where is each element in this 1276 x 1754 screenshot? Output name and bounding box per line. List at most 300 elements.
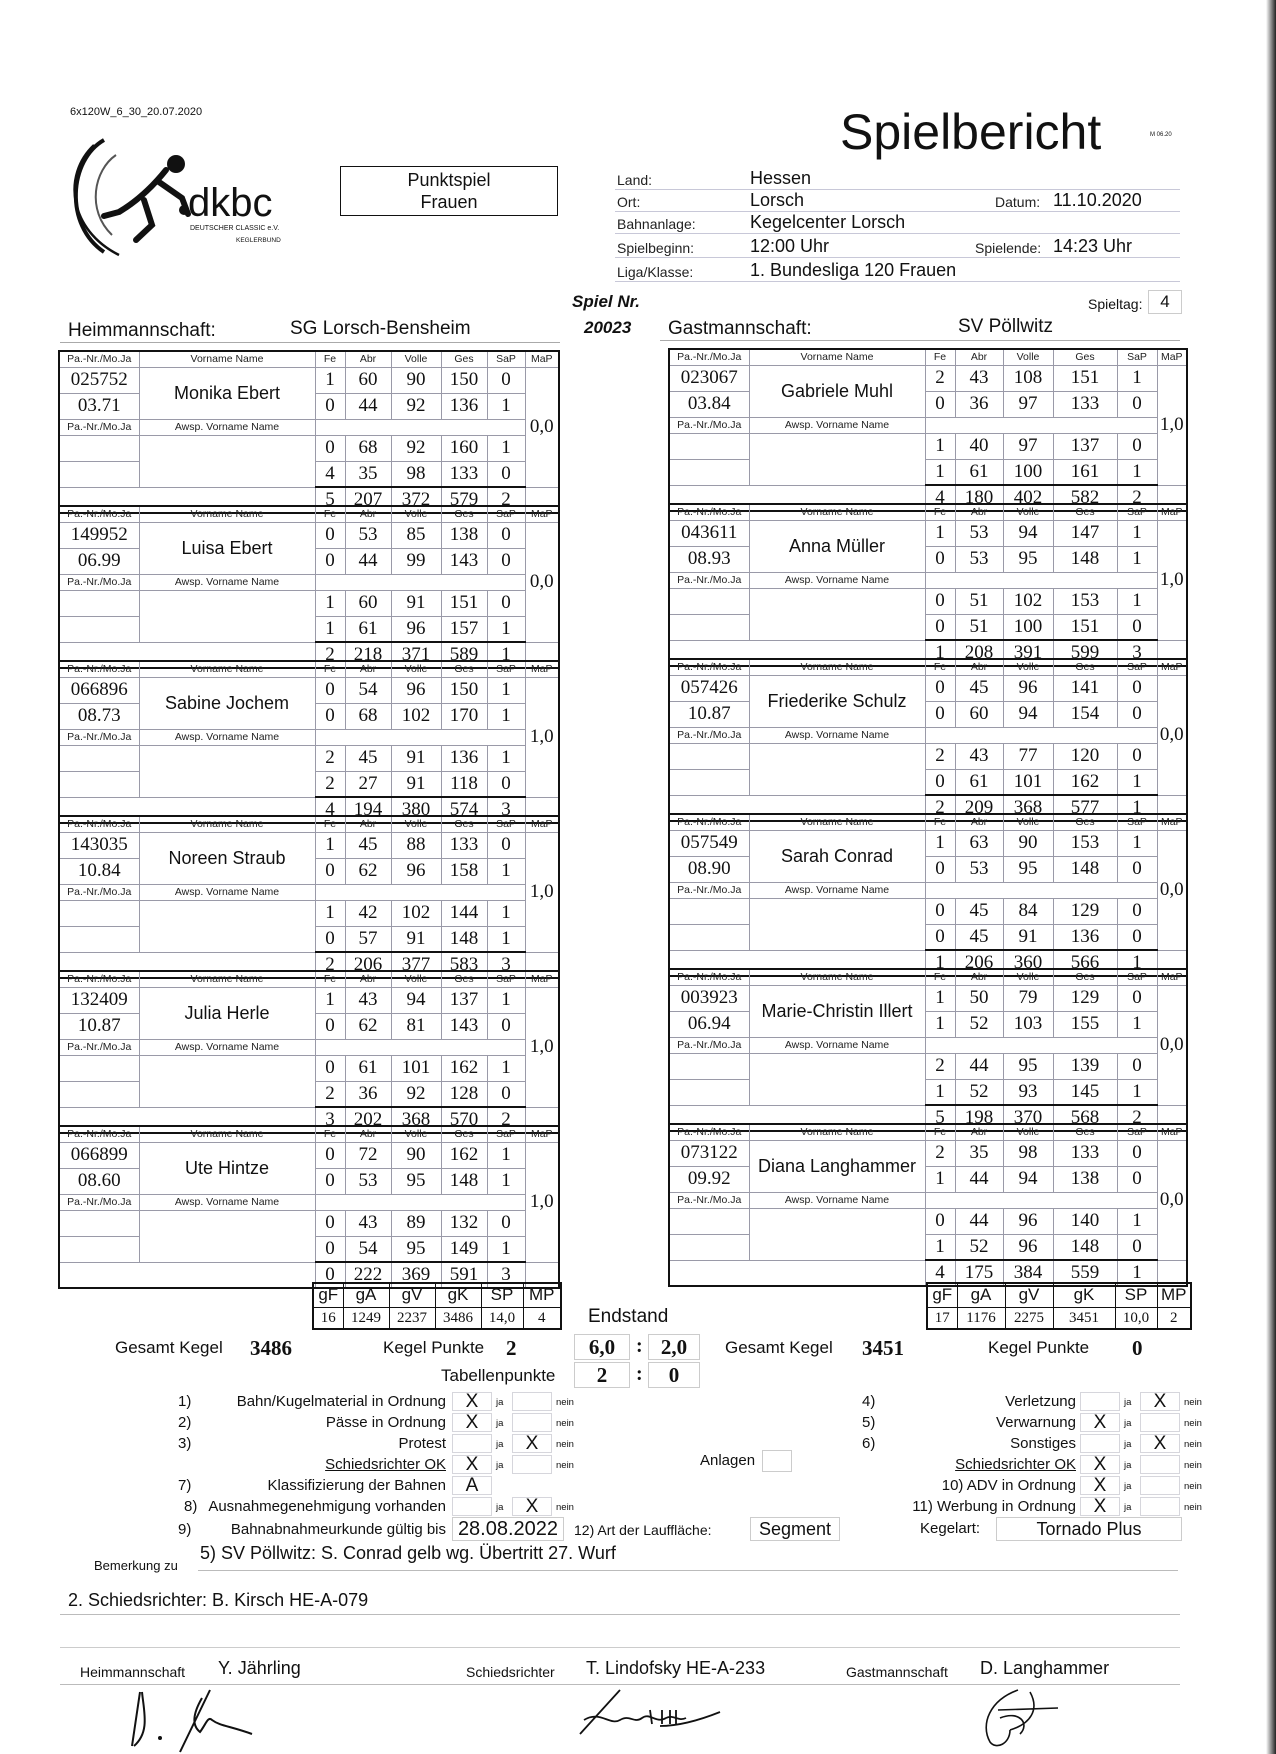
totals-header-gk: gK: [435, 1283, 481, 1307]
home-player-table: [58, 350, 560, 514]
col-header-fe: Fe: [315, 1126, 345, 1142]
bahnabnahme-row: [178, 1520, 468, 1540]
name-header: Vorname Name: [139, 506, 315, 522]
tabellenpunkte-separator: :: [636, 1363, 643, 1385]
score-cell: 0: [925, 675, 955, 701]
endstand-guest: 2,0: [648, 1334, 700, 1360]
info-row-bahnanlage: [615, 212, 1180, 234]
player-name: Julia Herle: [139, 987, 315, 1039]
guest-team-label: Gastmannschaft:: [668, 318, 812, 339]
sub-moja-cell[interactable]: [59, 771, 139, 797]
sub-pass-cell[interactable]: [669, 1208, 749, 1234]
nein-checkbox[interactable]: X: [512, 1434, 552, 1453]
guest-player-table: [668, 1123, 1188, 1287]
score-cell: 93: [1003, 1079, 1053, 1105]
ja-label: ja: [1124, 1397, 1132, 1408]
col-header-volle: Volle: [1003, 1124, 1053, 1140]
score-cell: 79: [1003, 985, 1053, 1011]
score-cell: 52: [955, 1011, 1003, 1037]
col-header-abr: Abr: [955, 969, 1003, 985]
kegelart-label: Kegelart:: [920, 1520, 981, 1537]
sub-name-cell[interactable]: [139, 1055, 315, 1107]
player-map: 1,0: [1157, 365, 1187, 485]
sub-pass-cell[interactable]: [59, 435, 139, 461]
score-cell: 101: [1003, 769, 1053, 795]
anlagen-box[interactable]: [762, 1450, 792, 1472]
checklist-row: [862, 1413, 1212, 1433]
col-header-map: MaP: [1157, 814, 1187, 830]
sum-cell: 570: [441, 1107, 487, 1133]
sub-moja-cell[interactable]: [59, 461, 139, 487]
score-cell: 95: [1003, 1053, 1053, 1079]
sub-pass-cell[interactable]: [669, 743, 749, 769]
score-cell: 151: [441, 590, 487, 616]
divider: [60, 1684, 1180, 1685]
col-header-map: MaP: [525, 971, 559, 987]
score-cell: 1: [925, 1011, 955, 1037]
sum-cell: 194: [345, 797, 391, 823]
score-cell: 149: [441, 1236, 487, 1262]
score-cell: 0: [315, 1210, 345, 1236]
land-label: Land:: [617, 172, 653, 188]
col-header-volle: Volle: [1003, 504, 1053, 520]
score-cell: 0: [487, 1210, 525, 1236]
lauffläche-label: 12) Art der Lauffläche:: [574, 1522, 712, 1538]
score-cell: 1: [487, 393, 525, 419]
score-cell: 43: [955, 743, 1003, 769]
score-cell: 43: [345, 1210, 391, 1236]
ausnahme-no: 8): [184, 1498, 198, 1515]
nein-checkbox[interactable]: X: [1140, 1434, 1180, 1453]
score-cell: 44: [955, 1208, 1003, 1234]
sum-cell: 208: [955, 640, 1003, 666]
sub-pass-cell[interactable]: [669, 588, 749, 614]
score-cell: 91: [391, 745, 441, 771]
empty-cell: [925, 882, 1157, 898]
score-cell: 91: [391, 590, 441, 616]
checklist-row: [862, 1392, 1212, 1412]
score-cell: 0: [315, 1055, 345, 1081]
score-cell: 1: [487, 677, 525, 703]
score-cell: 1: [315, 367, 345, 393]
sub-name-header: Awsp. Vorname Name: [749, 417, 925, 433]
sum-cell: 579: [441, 487, 487, 513]
score-cell: 170: [441, 703, 487, 729]
sub-name-cell[interactable]: [139, 435, 315, 487]
score-cell: 96: [391, 677, 441, 703]
score-cell: 52: [955, 1234, 1003, 1260]
score-cell: 2: [925, 365, 955, 391]
ja-checkbox[interactable]: X: [1080, 1413, 1120, 1432]
bemerkung-text[interactable]: 5) SV Pöllwitz: S. Conrad gelb wg. Übertritt 27. Wurf: [200, 1543, 616, 1563]
score-cell: 1: [487, 745, 525, 771]
sum-cell: 4: [925, 485, 955, 511]
sub-pass-header: Pa.-Nr./Mo.Ja: [59, 419, 139, 435]
nein-checkbox[interactable]: [1140, 1455, 1180, 1474]
score-cell: 128: [441, 1081, 487, 1107]
player-name: Luisa Ebert: [139, 522, 315, 574]
col-header-map: MaP: [1157, 504, 1187, 520]
score-cell: 77: [1003, 743, 1053, 769]
sub-name-cell[interactable]: [139, 1210, 315, 1262]
nein-checkbox[interactable]: [512, 1455, 552, 1474]
player-name: Marie-Christin Illert: [749, 985, 925, 1037]
ja-checkbox[interactable]: X: [1080, 1497, 1120, 1516]
empty-cell: [315, 1194, 525, 1210]
score-cell: 1: [1117, 365, 1157, 391]
guest-kegel-punkte-label: Kegel Punkte: [988, 1338, 1090, 1357]
score-cell: 157: [441, 616, 487, 642]
sub-name-cell[interactable]: [749, 1053, 925, 1105]
info-row-liga: [615, 260, 1180, 282]
score-cell: 0: [925, 614, 955, 640]
pass-header: Pa.-Nr./Mo.Ja: [59, 351, 139, 367]
col-header-sap: SaP: [1117, 504, 1157, 520]
sub-pass-header: Pa.-Nr./Mo.Ja: [669, 727, 749, 743]
player-pass-nr: 073122: [669, 1140, 749, 1166]
sum-cell: 1: [1117, 795, 1157, 821]
score-cell: 1: [925, 830, 955, 856]
sub-moja-cell[interactable]: [669, 769, 749, 795]
col-header-fe: Fe: [315, 816, 345, 832]
score-cell: 137: [441, 987, 487, 1013]
pass-header: Pa.-Nr./Mo.Ja: [669, 814, 749, 830]
home-gesamt-kegel-value: 3486: [250, 1336, 292, 1360]
ja-checkbox[interactable]: X: [452, 1455, 492, 1474]
sub-pass-header: Pa.-Nr./Mo.Ja: [669, 417, 749, 433]
nein-checkbox[interactable]: [512, 1413, 552, 1432]
score-cell: 92: [391, 1081, 441, 1107]
checklist-text: Sonstiges: [1010, 1435, 1076, 1452]
bahnabnahme-no: 9): [178, 1521, 192, 1538]
score-cell: 43: [955, 365, 1003, 391]
home-player-table: [58, 970, 560, 1134]
name-header: Vorname Name: [749, 349, 925, 365]
score-cell: 99: [391, 548, 441, 574]
totals-value: 16: [313, 1307, 343, 1329]
pass-header: Pa.-Nr./Mo.Ja: [669, 349, 749, 365]
sub-pass-cell[interactable]: [59, 900, 139, 926]
score-cell: 45: [955, 898, 1003, 924]
nein-checkbox[interactable]: [1140, 1413, 1180, 1432]
sub-name-header: Awsp. Vorname Name: [749, 1192, 925, 1208]
sub-pass-cell[interactable]: [669, 898, 749, 924]
sub-name-cell[interactable]: [749, 433, 925, 485]
sub-pass-cell[interactable]: [669, 1053, 749, 1079]
player-pass-nr: 043611: [669, 520, 749, 546]
score-cell: 53: [345, 522, 391, 548]
nein-label: nein: [1184, 1418, 1202, 1429]
nein-label: nein: [1184, 1481, 1202, 1492]
bahnabnahme-date[interactable]: 28.08.2022: [452, 1517, 564, 1541]
spieltag-label: Spieltag:: [1088, 296, 1143, 312]
second-referee[interactable]: 2. Schiedsrichter: B. Kirsch HE-A-079: [68, 1590, 369, 1610]
player-name: Sabine Jochem: [139, 677, 315, 729]
name-header: Vorname Name: [749, 969, 925, 985]
score-cell: 96: [1003, 1234, 1053, 1260]
score-cell: 88: [391, 832, 441, 858]
sum-cell: 1: [925, 640, 955, 666]
col-header-fe: Fe: [925, 1124, 955, 1140]
player-map: 1,0: [525, 987, 559, 1107]
guest-signature: [970, 1688, 1060, 1752]
spielbeginn-label: Spielbeginn:: [617, 240, 695, 256]
sub-moja-cell[interactable]: [669, 1234, 749, 1260]
sub-pass-header: Pa.-Nr./Mo.Ja: [59, 574, 139, 590]
player-mo-ja: 08.90: [669, 856, 749, 882]
ja-checkbox[interactable]: X: [452, 1413, 492, 1432]
player-mo-ja: 03.84: [669, 391, 749, 417]
sub-moja-cell[interactable]: [669, 614, 749, 640]
match-type-line2: Frauen: [420, 192, 478, 212]
spielende-value: 14:23 Uhr: [1053, 236, 1133, 256]
kegelart-value[interactable]: Tornado Plus: [996, 1517, 1182, 1541]
ja-checkbox[interactable]: [1080, 1434, 1120, 1453]
score-cell: 0: [925, 856, 955, 882]
sub-moja-cell[interactable]: [669, 459, 749, 485]
empty-cell: [315, 729, 525, 745]
nein-label: nein: [556, 1418, 574, 1429]
checklist-row: [862, 1455, 1212, 1475]
score-cell: 0: [487, 461, 525, 487]
score-cell: 97: [1003, 391, 1053, 417]
score-cell: 44: [345, 548, 391, 574]
ja-label: ja: [496, 1460, 504, 1471]
score-cell: 1: [925, 459, 955, 485]
guest-gesamt-kegel-label: Gesamt Kegel: [725, 1338, 833, 1357]
ja-checkbox[interactable]: X: [1080, 1455, 1120, 1474]
score-cell: 0: [1117, 898, 1157, 924]
nein-checkbox[interactable]: [1140, 1497, 1180, 1516]
player-map: 1,0: [525, 1142, 559, 1262]
col-header-ges: Ges: [1053, 659, 1117, 675]
empty-cell: [315, 1039, 525, 1055]
sub-moja-cell[interactable]: [59, 1081, 139, 1107]
score-cell: 118: [441, 771, 487, 797]
totals-header-sp: SP: [1115, 1283, 1157, 1307]
home-player-table: [58, 660, 560, 824]
sub-name-cell[interactable]: [749, 898, 925, 950]
guest-team-name: SV Pöllwitz: [958, 316, 1054, 337]
liga-label: Liga/Klasse:: [617, 264, 694, 280]
score-cell: 50: [955, 985, 1003, 1011]
nein-checkbox[interactable]: X: [1140, 1392, 1180, 1411]
sig-ref-name: T. Lindofsky HE-A-233: [586, 1658, 766, 1678]
player-pass-nr: 003923: [669, 985, 749, 1011]
empty-cell: [925, 727, 1157, 743]
score-cell: 61: [345, 616, 391, 642]
score-cell: 95: [1003, 856, 1053, 882]
ja-checkbox[interactable]: [452, 1434, 492, 1453]
score-cell: 62: [345, 858, 391, 884]
col-header-abr: Abr: [345, 816, 391, 832]
col-header-sap: SaP: [1117, 969, 1157, 985]
nein-label: nein: [1184, 1439, 1202, 1450]
score-cell: 1: [487, 926, 525, 952]
score-cell: 162: [1053, 769, 1117, 795]
sub-name-cell[interactable]: [139, 590, 315, 642]
score-cell: 1: [315, 590, 345, 616]
empty-cell: [315, 574, 525, 590]
score-cell: 1: [1117, 1079, 1157, 1105]
totals-value: 1176: [957, 1307, 1005, 1329]
sub-moja-cell[interactable]: [59, 926, 139, 952]
name-header: Vorname Name: [139, 351, 315, 367]
sub-name-header: Awsp. Vorname Name: [749, 727, 925, 743]
score-cell: 0: [925, 898, 955, 924]
score-cell: 145: [1053, 1079, 1117, 1105]
empty-cell: [925, 1192, 1157, 1208]
sum-cell: 206: [345, 952, 391, 978]
col-header-map: MaP: [1157, 1124, 1187, 1140]
checklist-row: [862, 1434, 1212, 1454]
col-header-volle: Volle: [1003, 659, 1053, 675]
score-cell: 57: [345, 926, 391, 952]
nein-label: nein: [556, 1502, 574, 1513]
score-cell: 144: [441, 900, 487, 926]
sum-cell: 583: [441, 952, 487, 978]
lauffläche-value[interactable]: Segment: [750, 1517, 840, 1541]
sum-cell: 577: [1053, 795, 1117, 821]
col-header-map: MaP: [525, 661, 559, 677]
divider: [60, 342, 560, 343]
ja-label: ja: [496, 1418, 504, 1429]
divider: [660, 340, 1180, 341]
sum-cell: 5: [925, 1105, 955, 1131]
nein-checkbox[interactable]: [1140, 1476, 1180, 1495]
score-cell: 91: [391, 771, 441, 797]
score-cell: 148: [1053, 546, 1117, 572]
score-cell: 102: [1003, 588, 1053, 614]
sub-pass-cell[interactable]: [669, 433, 749, 459]
score-cell: 60: [345, 590, 391, 616]
sub-pass-header: Pa.-Nr./Mo.Ja: [669, 882, 749, 898]
score-cell: 0: [315, 703, 345, 729]
score-cell: 103: [1003, 1011, 1053, 1037]
sub-moja-cell[interactable]: [59, 616, 139, 642]
score-cell: 0: [1117, 1234, 1157, 1260]
score-cell: 1: [487, 616, 525, 642]
pass-header: Pa.-Nr./Mo.Ja: [59, 816, 139, 832]
sub-moja-cell[interactable]: [59, 1236, 139, 1262]
score-cell: 162: [441, 1055, 487, 1081]
score-cell: 148: [441, 926, 487, 952]
score-cell: 1: [925, 1166, 955, 1192]
sub-name-cell[interactable]: [139, 900, 315, 952]
score-cell: 1: [487, 900, 525, 926]
ja-label: ja: [1124, 1481, 1132, 1492]
sub-pass-cell[interactable]: [59, 745, 139, 771]
score-cell: 0: [487, 771, 525, 797]
ausnahme-nein-box[interactable]: X: [512, 1497, 552, 1516]
score-cell: 158: [441, 858, 487, 884]
nein-checkbox[interactable]: [512, 1392, 552, 1411]
ja-checkbox[interactable]: X: [452, 1392, 492, 1411]
col-header-sap: SaP: [487, 661, 525, 677]
player-mo-ja: 10.87: [669, 701, 749, 727]
checklist-no: 6): [862, 1435, 876, 1452]
score-cell: 2: [315, 771, 345, 797]
col-header-ges: Ges: [441, 816, 487, 832]
klassifizierung-no: 7): [178, 1477, 192, 1494]
sum-cell: 360: [1003, 950, 1053, 976]
col-header-map: MaP: [525, 1126, 559, 1142]
col-header-abr: Abr: [345, 661, 391, 677]
score-cell: 94: [1003, 520, 1053, 546]
col-header-volle: Volle: [391, 1126, 441, 1142]
score-cell: 1: [1117, 769, 1157, 795]
score-cell: 0: [487, 1013, 525, 1039]
score-cell: 0: [925, 769, 955, 795]
score-cell: 1: [925, 985, 955, 1011]
score-cell: 0: [315, 435, 345, 461]
score-cell: 51: [955, 614, 1003, 640]
checklist-row: [862, 1476, 1212, 1496]
score-cell: 1: [1117, 1208, 1157, 1234]
player-name: Sarah Conrad: [749, 830, 925, 882]
player-mo-ja: 10.87: [59, 1013, 139, 1039]
score-cell: 2: [315, 1081, 345, 1107]
sub-name-header: Awsp. Vorname Name: [139, 884, 315, 900]
guest-gesamt-kegel-value: 3451: [862, 1336, 904, 1360]
sub-pass-cell[interactable]: [59, 1210, 139, 1236]
sub-name-header: Awsp. Vorname Name: [139, 419, 315, 435]
sub-name-cell[interactable]: [749, 588, 925, 640]
sub-name-cell[interactable]: [139, 745, 315, 797]
totals-value: 2: [1157, 1307, 1191, 1329]
ja-checkbox[interactable]: [1080, 1392, 1120, 1411]
sub-moja-cell[interactable]: [669, 1079, 749, 1105]
score-cell: 0: [925, 391, 955, 417]
score-cell: 0: [315, 677, 345, 703]
player-map: 0,0: [1157, 985, 1187, 1105]
klassifizierung-value[interactable]: A: [452, 1476, 492, 1495]
col-header-fe: Fe: [925, 814, 955, 830]
sub-moja-cell[interactable]: [669, 924, 749, 950]
sub-name-cell[interactable]: [749, 1208, 925, 1260]
sum-cell: 1: [1117, 950, 1157, 976]
sub-name-cell[interactable]: [749, 743, 925, 795]
totals-header-gv: gV: [389, 1283, 435, 1307]
col-header-sap: SaP: [1117, 349, 1157, 365]
score-cell: 0: [315, 1013, 345, 1039]
sum-cell: 599: [1053, 640, 1117, 666]
sub-pass-cell[interactable]: [59, 1055, 139, 1081]
sub-pass-header: Pa.-Nr./Mo.Ja: [669, 1037, 749, 1053]
score-cell: 138: [1053, 1166, 1117, 1192]
score-cell: 81: [391, 1013, 441, 1039]
sig-ref-label: Schiedsrichter: [466, 1664, 555, 1680]
col-header-sap: SaP: [1117, 1124, 1157, 1140]
score-cell: 0: [1117, 1053, 1157, 1079]
ja-checkbox[interactable]: X: [1080, 1476, 1120, 1495]
totals-header-ga: gA: [957, 1283, 1005, 1307]
col-header-abr: Abr: [345, 506, 391, 522]
score-cell: 151: [1053, 365, 1117, 391]
sub-pass-cell[interactable]: [59, 590, 139, 616]
col-header-abr: Abr: [345, 971, 391, 987]
sum-cell: 206: [955, 950, 1003, 976]
tabellenpunkte-home: 2: [574, 1362, 630, 1388]
score-cell: 40: [955, 433, 1003, 459]
sum-cell: 371: [391, 642, 441, 668]
ausnahme-ja-box[interactable]: [452, 1497, 492, 1516]
score-cell: 0: [1117, 985, 1157, 1011]
score-cell: 1: [315, 616, 345, 642]
col-header-abr: Abr: [955, 814, 1003, 830]
sum-cell: 222: [345, 1262, 391, 1288]
score-cell: 2: [925, 1053, 955, 1079]
